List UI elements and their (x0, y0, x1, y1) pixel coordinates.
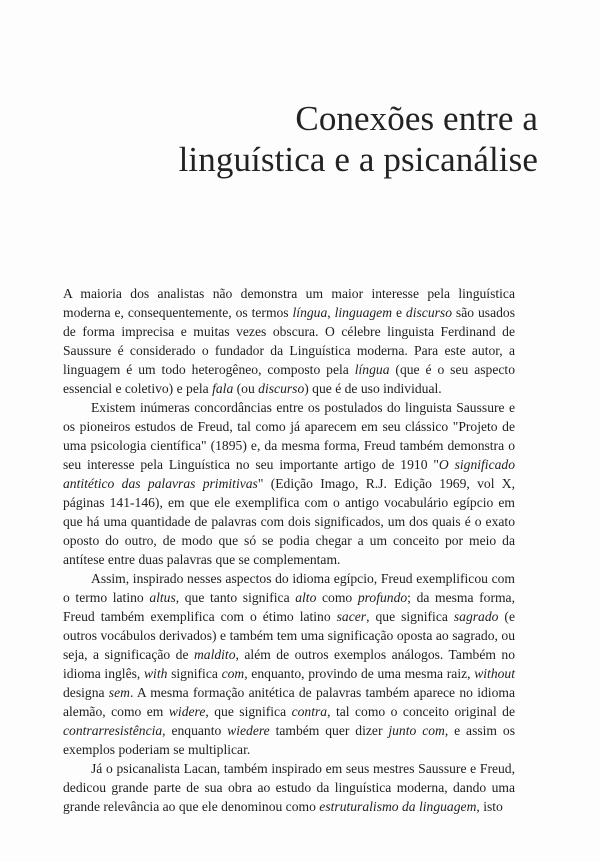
italic-term: contra (291, 704, 328, 719)
italic-term: contrarresistência (63, 723, 163, 738)
chapter-title-line-1: Conexões entre a (295, 99, 538, 138)
italic-term: alto (295, 590, 317, 605)
paragraph-2: Existem inúmeras concordâncias entre os postulados do linguista Saussure e os pioneiros estudos de Freud, tal como já aparecem em seu clássico "Projeto de uma psicologia científica" (1895) e, da mesma forma, Freud também demonstra o seu interesse pela Linguística no seu importante artigo de 1910 "O significado antitético das palavras primitivas" (Edição Imago, R.J. Edição 1969, vol X, páginas 141-146), em que ele exemplifica com o antigo vocabulário egípcio em que há uma quantidade de palavras com dois significados, um dos quais é o exato oposto do outro, de modo que só se podia chegar a um conceito por meio da antítese entre duas palavras que se complementam. (63, 400, 515, 567)
italic-term: wiedere (227, 723, 270, 738)
body-text (63, 284, 515, 816)
italic-term: discurso (405, 305, 452, 320)
italic-term: fala (212, 381, 234, 396)
italic-term: linguagem (334, 305, 393, 320)
italic-term: língua (354, 362, 390, 377)
italic-term: junto com (388, 723, 445, 738)
paragraph-4: Já o psicanalista Lacan, também inspirado em seus mestres Saussure e Freud, dedicou grande parte de sua obra ao estudo da linguística moderna, dando uma grande relevância ao que ele denominou como estruturalismo da linguagem, isto (63, 761, 515, 814)
italic-term: with (143, 666, 168, 681)
italic-term: língua (292, 305, 328, 320)
paragraph-3: Assim, inspirado nesses aspectos do idioma egípcio, Freud exemplificou com o termo latino altus, que tanto significa alto como profundo; da mesma forma, Freud também exemplifica com o étimo latino sacer, que significa sagrado (e outros vocábulos derivados) e também tem uma significação oposta ao sagrado, ou seja, a significação de maldito, além de outros exemplos análogos. Também no idioma inglês, with significa com, enquanto, provindo de uma mesma raiz, without designa sem. A mesma formação anitética de palavras também aparece no idioma alemão, como em widere, que significa contra, tal como o conceito original de contrarresistência, enquanto wiedere também quer dizer junto com, e assim os exemplos poderiam se multiplicar. (63, 571, 516, 757)
italic-term: maldito (193, 647, 236, 662)
paragraph-1: A maioria dos analistas não demonstra um maior interesse pela linguística moderna e, consequentemente, os termos língua, linguagem e discurso são usados de forma imprecisa e muitas vezes obscura. O célebre linguista Ferdinand de Saussure é considerado o fundador da Linguística moderna. Para este autor, a linguagem é um todo heterogêneo, composto pela língua (que é o seu aspecto essencial e coletivo) e pela fala (ou discurso) que é de uso individual. (63, 286, 515, 396)
italic-term: profundo (357, 590, 408, 605)
italic-term: com (221, 666, 245, 681)
italic-term: altus (149, 590, 176, 605)
italic-term: sem (108, 685, 130, 700)
chapter-title-line-2: linguística e a psicanálise (178, 140, 538, 179)
italic-term: without (474, 666, 515, 681)
chapter-title (179, 98, 538, 180)
italic-term: sacer (336, 609, 367, 624)
italic-term: O significado antitético das palavras primitivas (63, 457, 515, 491)
italic-term: widere (168, 704, 206, 719)
italic-term: sagrado (453, 609, 499, 624)
italic-term: discurso (258, 381, 305, 396)
italic-term: estruturalismo da linguagem (319, 799, 477, 814)
